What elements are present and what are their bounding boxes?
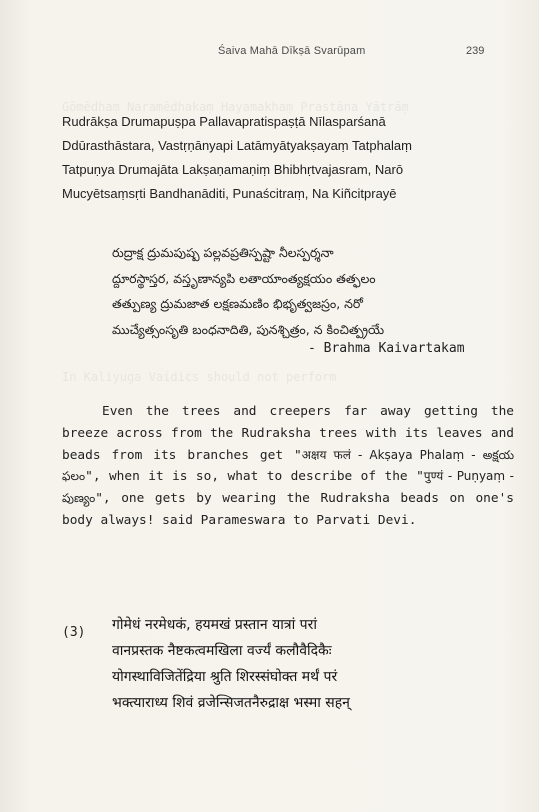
explanation-paragraph — [62, 401, 514, 532]
explanation-text: ", one gets by wearing the Rudraksha beads on one's body always! said Parameswara to Parvati Devi. — [62, 491, 514, 528]
translit-line: Mucyētsaṃsṛti Bandhanāditi, Punaścitraṃ, Na Kiñcitprayē — [62, 186, 397, 201]
running-header-title: Śaiva Mahā Dīkṣā Svarūpam — [218, 45, 366, 57]
translit-line: Tatpuṇya Drumajāta Lakṣaṇamaṇiṃ Bhibhṛtvajasram, Narō — [62, 162, 404, 177]
telugu-line: ద్దూరస్థాస్తర, వస్తృణాన్యపి లతాయాంత్యక్షయం తత్ఫలం — [112, 270, 376, 286]
sanskrit-line: योगस्थाविजितेंद्रिया श्रुति शिरस्संघोक्त मर्थं परं — [112, 669, 338, 685]
explanation-text: ", when it is so, what to describe of the " — [85, 469, 424, 485]
translit-line: Ddūrasthāstara, Vastṛṇānyapi Latāmyātyakṣayaṃ Tatphalaṃ — [62, 138, 412, 153]
aksaya-telugu: అక్షయ ఫలం — [62, 447, 514, 484]
verse-number: (3) — [62, 625, 86, 640]
separator: - — [443, 469, 457, 484]
aksaya-roman: Akṣaya Phalaṃ — [369, 447, 465, 462]
aksaya-devanagari: अक्षय फलं — [301, 447, 351, 462]
verse-telugu — [112, 240, 522, 342]
telugu-line: రుద్రాక్ష ద్రుమపుష్ప పల్లవప్రతిస్పష్టా నీలస్పర్శనా — [112, 245, 334, 260]
bleed-through-text: Gōmēdhaṃ Naramēdhakaṃ Hayamakhaṃ Prastāna Yātrāṃ — [62, 100, 409, 114]
separator: - — [505, 469, 514, 484]
punyam-telugu: పుణ్యం — [62, 491, 96, 506]
separator: - — [350, 447, 370, 462]
bleed-through-text-2: In Kaliyuga Vaidics should not perform — [62, 370, 337, 384]
telugu-line: ముచ్యేత్సంసృతి బంధనాదితి, పునశ్చిత్రం, న కించిత్ప్రయే — [112, 321, 385, 337]
verse-sanskrit — [112, 612, 532, 716]
sanskrit-line: भक्त्याराध्य शिवं व्रजेन्सिजतनैरुद्राक्ष भस्मा सहन् — [112, 695, 350, 711]
sanskrit-line: गोमेधं नरमेधकं, हयमखं प्रस्तान यात्रां परां — [112, 617, 317, 633]
page-number: 239 — [466, 45, 485, 57]
sanskrit-line: वानप्रस्तक नैष्टकत्वमखिला वर्ज्यं कलौवैदिकैः — [112, 643, 332, 659]
verse-transliteration — [62, 110, 522, 206]
verse-attribution: - Brahma Kaivartakam — [308, 341, 465, 356]
explanation-text: Even the trees and creepers far away getting the breeze across from the Rudraksha trees with its leaves and beads from its branches get " — [62, 404, 514, 463]
punyam-roman: Puṇyaṃ — [456, 469, 506, 484]
separator: - — [464, 447, 483, 462]
translit-line: Rudrākṣa Drumapuṣpa Pallavapratispaṣṭā Nīlasparśanā — [62, 114, 386, 129]
punyam-devanagari: पुण्यं — [423, 469, 444, 484]
telugu-line: తత్పుణ్య ద్రుమజాత లక్షణమణిం భిభృత్వజస్రం, నరో — [112, 296, 363, 311]
